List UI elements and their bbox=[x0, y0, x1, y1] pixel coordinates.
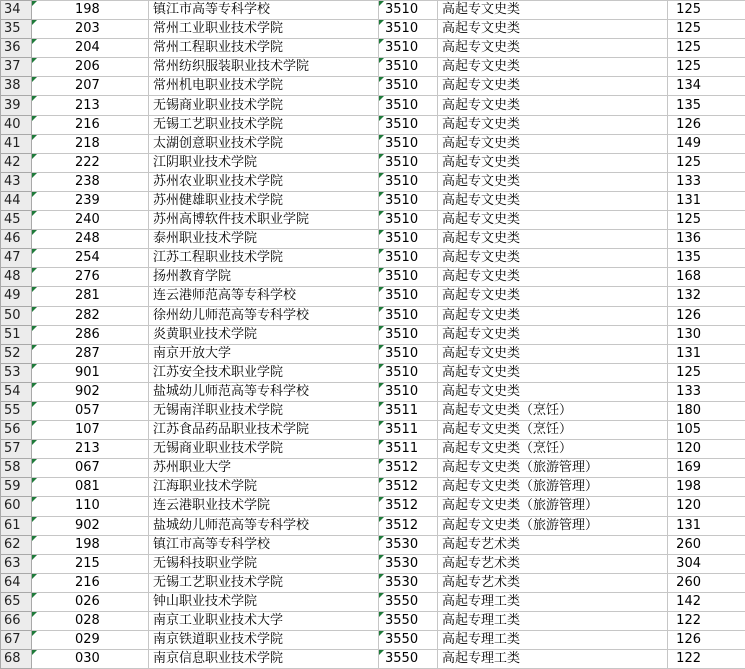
cell-major-type[interactable]: 高起专文史类 bbox=[438, 115, 668, 134]
cell-major-code[interactable]: 3510 bbox=[379, 344, 438, 363]
cell-major-type[interactable]: 高起专文史类 bbox=[438, 96, 668, 115]
cell-major-code[interactable]: 3511 bbox=[379, 421, 438, 440]
cell-major-type[interactable]: 高起专文史类 bbox=[438, 211, 668, 230]
row-header[interactable]: 65 bbox=[1, 592, 32, 611]
cell-major-code[interactable]: 3510 bbox=[379, 96, 438, 115]
cell-min-score[interactable]: 131 bbox=[668, 344, 745, 363]
row-header[interactable]: 68 bbox=[1, 650, 32, 669]
cell-school-name[interactable]: 泰州职业技术学院 bbox=[149, 230, 379, 249]
cell-major-type[interactable]: 高起专文史类 bbox=[438, 20, 668, 39]
cell-major-type[interactable]: 高起专文史类 bbox=[438, 287, 668, 306]
cell-school-code[interactable]: 207 bbox=[32, 77, 149, 96]
cell-school-name[interactable]: 盐城幼儿师范高等专科学校 bbox=[149, 516, 379, 535]
cell-min-score[interactable]: 149 bbox=[668, 134, 745, 153]
cell-major-code[interactable]: 3550 bbox=[379, 612, 438, 631]
cell-major-type[interactable]: 高起专文史类 bbox=[438, 363, 668, 382]
row-header[interactable]: 55 bbox=[1, 401, 32, 420]
cell-school-code[interactable]: 213 bbox=[32, 440, 149, 459]
cell-school-code[interactable]: 282 bbox=[32, 306, 149, 325]
table-row bbox=[1, 77, 745, 96]
cell-school-name[interactable]: 盐城幼儿师范高等专科学校 bbox=[149, 382, 379, 401]
table-row bbox=[1, 592, 745, 611]
cell-min-score[interactable]: 260 bbox=[668, 535, 745, 554]
cell-major-type[interactable]: 高起专文史类（烹饪） bbox=[438, 440, 668, 459]
cell-school-code[interactable]: 081 bbox=[32, 478, 149, 497]
table-row bbox=[1, 268, 745, 287]
cell-school-code[interactable]: 239 bbox=[32, 191, 149, 210]
cell-major-type[interactable]: 高起专文史类 bbox=[438, 191, 668, 210]
cell-major-code[interactable]: 3510 bbox=[379, 363, 438, 382]
cell-school-name[interactable]: 南京铁道职业技术学院 bbox=[149, 631, 379, 650]
cell-min-score[interactable]: 120 bbox=[668, 440, 745, 459]
row-header[interactable]: 56 bbox=[1, 421, 32, 440]
cell-school-code[interactable]: 026 bbox=[32, 592, 149, 611]
row-header[interactable]: 37 bbox=[1, 58, 32, 77]
cell-major-type[interactable]: 高起专文史类 bbox=[438, 325, 668, 344]
cell-min-score[interactable]: 136 bbox=[668, 230, 745, 249]
cell-major-type[interactable]: 高起专文史类 bbox=[438, 134, 668, 153]
row-header[interactable]: 41 bbox=[1, 134, 32, 153]
cell-school-code[interactable]: 902 bbox=[32, 382, 149, 401]
cell-min-score[interactable]: 131 bbox=[668, 191, 745, 210]
cell-school-name[interactable]: 常州机电职业技术学院 bbox=[149, 77, 379, 96]
cell-school-code[interactable]: 248 bbox=[32, 230, 149, 249]
cell-school-code[interactable]: 107 bbox=[32, 421, 149, 440]
cell-major-code[interactable]: 3510 bbox=[379, 211, 438, 230]
cell-school-code[interactable]: 901 bbox=[32, 363, 149, 382]
table-row bbox=[1, 401, 745, 420]
cell-major-code[interactable]: 3550 bbox=[379, 631, 438, 650]
cell-min-score[interactable]: 126 bbox=[668, 306, 745, 325]
cell-school-code[interactable]: 028 bbox=[32, 612, 149, 631]
cell-major-code[interactable]: 3510 bbox=[379, 230, 438, 249]
table-row bbox=[1, 96, 745, 115]
table-row bbox=[1, 497, 745, 516]
cell-school-name[interactable]: 连云港职业技术学院 bbox=[149, 497, 379, 516]
cell-major-type[interactable]: 高起专艺术类 bbox=[438, 554, 668, 573]
cell-major-code[interactable]: 3510 bbox=[379, 1, 438, 20]
cell-major-code[interactable]: 3510 bbox=[379, 249, 438, 268]
cell-major-code[interactable]: 3512 bbox=[379, 497, 438, 516]
cell-min-score[interactable]: 132 bbox=[668, 287, 745, 306]
cell-major-type[interactable]: 高起专艺术类 bbox=[438, 573, 668, 592]
table-row bbox=[1, 421, 745, 440]
cell-min-score[interactable]: 135 bbox=[668, 96, 745, 115]
row-header[interactable]: 63 bbox=[1, 554, 32, 573]
cell-school-name[interactable]: 江阴职业技术学院 bbox=[149, 153, 379, 172]
cell-school-name[interactable]: 常州纺织服装职业技术学院 bbox=[149, 58, 379, 77]
cell-major-type[interactable]: 高起专文史类 bbox=[438, 344, 668, 363]
cell-school-name[interactable]: 钟山职业技术学院 bbox=[149, 592, 379, 611]
table-row bbox=[1, 631, 745, 650]
cell-major-code[interactable]: 3512 bbox=[379, 516, 438, 535]
cell-major-code[interactable]: 3510 bbox=[379, 115, 438, 134]
row-header[interactable]: 64 bbox=[1, 573, 32, 592]
cell-major-type[interactable]: 高起专文史类 bbox=[438, 306, 668, 325]
cell-school-name[interactable]: 江苏工程职业技术学院 bbox=[149, 249, 379, 268]
cell-min-score[interactable]: 125 bbox=[668, 20, 745, 39]
table-row bbox=[1, 211, 745, 230]
cell-school-name[interactable]: 南京工业职业技术大学 bbox=[149, 612, 379, 631]
cell-major-type[interactable]: 高起专文史类 bbox=[438, 172, 668, 191]
cell-school-name[interactable]: 镇江市高等专科学校 bbox=[149, 535, 379, 554]
cell-major-code[interactable]: 3550 bbox=[379, 650, 438, 669]
cell-school-code[interactable]: 057 bbox=[32, 401, 149, 420]
table-row bbox=[1, 39, 745, 58]
table-row bbox=[1, 58, 745, 77]
cell-major-type[interactable]: 高起专文史类（烹饪） bbox=[438, 421, 668, 440]
cell-major-code[interactable]: 3510 bbox=[379, 172, 438, 191]
cell-major-code[interactable]: 3510 bbox=[379, 20, 438, 39]
cell-school-code[interactable]: 067 bbox=[32, 459, 149, 478]
table-body bbox=[1, 1, 745, 669]
cell-major-type[interactable]: 高起专文史类（旅游管理） bbox=[438, 516, 668, 535]
cell-major-code[interactable]: 3511 bbox=[379, 401, 438, 420]
cell-school-code[interactable]: 281 bbox=[32, 287, 149, 306]
cell-major-type[interactable]: 高起专文史类 bbox=[438, 58, 668, 77]
table-row bbox=[1, 153, 745, 172]
cell-major-code[interactable]: 3510 bbox=[379, 58, 438, 77]
cell-major-type[interactable]: 高起专文史类（烹饪） bbox=[438, 401, 668, 420]
table-row bbox=[1, 650, 745, 669]
row-header[interactable]: 60 bbox=[1, 497, 32, 516]
cell-min-score[interactable]: 125 bbox=[668, 1, 745, 20]
cell-min-score[interactable]: 122 bbox=[668, 612, 745, 631]
cell-min-score[interactable]: 125 bbox=[668, 363, 745, 382]
row-header[interactable]: 45 bbox=[1, 211, 32, 230]
row-header[interactable]: 46 bbox=[1, 230, 32, 249]
cell-school-name[interactable]: 南京开放大学 bbox=[149, 344, 379, 363]
cell-major-code[interactable]: 3510 bbox=[379, 382, 438, 401]
cell-min-score[interactable]: 125 bbox=[668, 153, 745, 172]
table-row bbox=[1, 554, 745, 573]
cell-min-score[interactable]: 135 bbox=[668, 249, 745, 268]
table-row bbox=[1, 1, 745, 20]
cell-school-code[interactable]: 198 bbox=[32, 1, 149, 20]
row-header[interactable]: 38 bbox=[1, 77, 32, 96]
cell-school-code[interactable]: 216 bbox=[32, 573, 149, 592]
row-header[interactable]: 42 bbox=[1, 153, 32, 172]
cell-school-code[interactable]: 030 bbox=[32, 650, 149, 669]
table-row bbox=[1, 535, 745, 554]
row-header[interactable]: 49 bbox=[1, 287, 32, 306]
cell-school-name[interactable]: 江苏安全技术职业学院 bbox=[149, 363, 379, 382]
cell-major-type[interactable]: 高起专文史类 bbox=[438, 77, 668, 96]
table-row bbox=[1, 20, 745, 39]
cell-school-name[interactable]: 无锡商业职业技术学院 bbox=[149, 96, 379, 115]
cell-min-score[interactable]: 125 bbox=[668, 58, 745, 77]
cell-min-score[interactable]: 169 bbox=[668, 459, 745, 478]
cell-major-type[interactable]: 高起专文史类 bbox=[438, 153, 668, 172]
cell-school-name[interactable]: 无锡商业职业技术学院 bbox=[149, 440, 379, 459]
cell-major-type[interactable]: 高起专艺术类 bbox=[438, 535, 668, 554]
cell-min-score[interactable]: 133 bbox=[668, 382, 745, 401]
cell-school-name[interactable]: 扬州教育学院 bbox=[149, 268, 379, 287]
cell-major-type[interactable]: 高起专文史类 bbox=[438, 382, 668, 401]
row-header[interactable]: 58 bbox=[1, 459, 32, 478]
cell-school-code[interactable]: 216 bbox=[32, 115, 149, 134]
cell-school-code[interactable]: 238 bbox=[32, 172, 149, 191]
table-row bbox=[1, 230, 745, 249]
cell-major-type[interactable]: 高起专理工类 bbox=[438, 612, 668, 631]
cell-school-code[interactable]: 286 bbox=[32, 325, 149, 344]
cell-school-name[interactable]: 无锡工艺职业技术学院 bbox=[149, 115, 379, 134]
row-header[interactable]: 50 bbox=[1, 306, 32, 325]
cell-major-code[interactable]: 3510 bbox=[379, 77, 438, 96]
cell-school-code[interactable]: 213 bbox=[32, 96, 149, 115]
row-header[interactable]: 44 bbox=[1, 191, 32, 210]
row-header[interactable]: 51 bbox=[1, 325, 32, 344]
cell-major-type[interactable]: 高起专理工类 bbox=[438, 592, 668, 611]
cell-major-type[interactable]: 高起专文史类（旅游管理） bbox=[438, 497, 668, 516]
cell-major-code[interactable]: 3511 bbox=[379, 440, 438, 459]
cell-min-score[interactable]: 198 bbox=[668, 478, 745, 497]
cell-school-code[interactable]: 029 bbox=[32, 631, 149, 650]
cell-major-code[interactable]: 3510 bbox=[379, 191, 438, 210]
cell-min-score[interactable]: 125 bbox=[668, 211, 745, 230]
cell-major-code[interactable]: 3510 bbox=[379, 268, 438, 287]
cell-school-name[interactable]: 苏州高博软件技术职业学院 bbox=[149, 211, 379, 230]
cell-major-code[interactable]: 3530 bbox=[379, 554, 438, 573]
table-row bbox=[1, 172, 745, 191]
cell-min-score[interactable]: 120 bbox=[668, 497, 745, 516]
table-row bbox=[1, 516, 745, 535]
row-header[interactable]: 66 bbox=[1, 612, 32, 631]
row-header[interactable]: 61 bbox=[1, 516, 32, 535]
cell-major-type[interactable]: 高起专文史类 bbox=[438, 230, 668, 249]
row-header[interactable]: 39 bbox=[1, 96, 32, 115]
cell-min-score[interactable]: 168 bbox=[668, 268, 745, 287]
cell-school-name[interactable]: 无锡南洋职业技术学院 bbox=[149, 401, 379, 420]
row-header[interactable]: 43 bbox=[1, 172, 32, 191]
cell-min-score[interactable]: 180 bbox=[668, 401, 745, 420]
cell-min-score[interactable]: 122 bbox=[668, 650, 745, 669]
row-header[interactable]: 53 bbox=[1, 363, 32, 382]
cell-school-name[interactable]: 苏州职业大学 bbox=[149, 459, 379, 478]
table-row bbox=[1, 459, 745, 478]
cell-school-code[interactable]: 287 bbox=[32, 344, 149, 363]
row-header[interactable]: 57 bbox=[1, 440, 32, 459]
cell-school-code[interactable]: 198 bbox=[32, 535, 149, 554]
cell-min-score[interactable]: 126 bbox=[668, 631, 745, 650]
cell-major-type[interactable]: 高起专文史类（旅游管理） bbox=[438, 459, 668, 478]
row-header[interactable]: 54 bbox=[1, 382, 32, 401]
table-row bbox=[1, 191, 745, 210]
row-header[interactable]: 36 bbox=[1, 39, 32, 58]
cell-major-type[interactable]: 高起专理工类 bbox=[438, 631, 668, 650]
cell-major-code[interactable]: 3510 bbox=[379, 153, 438, 172]
cell-major-code[interactable]: 3550 bbox=[379, 592, 438, 611]
table-row bbox=[1, 382, 745, 401]
cell-school-code[interactable]: 110 bbox=[32, 497, 149, 516]
table-row bbox=[1, 440, 745, 459]
cell-major-type[interactable]: 高起专理工类 bbox=[438, 650, 668, 669]
table-row bbox=[1, 306, 745, 325]
cell-min-score[interactable]: 105 bbox=[668, 421, 745, 440]
table-row bbox=[1, 573, 745, 592]
cell-school-code[interactable]: 218 bbox=[32, 134, 149, 153]
cell-major-type[interactable]: 高起专文史类 bbox=[438, 39, 668, 58]
cell-school-name[interactable]: 江海职业技术学院 bbox=[149, 478, 379, 497]
cell-min-score[interactable]: 130 bbox=[668, 325, 745, 344]
cell-school-name[interactable]: 苏州农业职业技术学院 bbox=[149, 172, 379, 191]
cell-school-code[interactable]: 902 bbox=[32, 516, 149, 535]
cell-major-type[interactable]: 高起专文史类 bbox=[438, 268, 668, 287]
cell-major-type[interactable]: 高起专文史类（旅游管理） bbox=[438, 478, 668, 497]
row-header[interactable]: 59 bbox=[1, 478, 32, 497]
cell-school-name[interactable]: 太湖创意职业技术学院 bbox=[149, 134, 379, 153]
cell-major-type[interactable]: 高起专文史类 bbox=[438, 1, 668, 20]
cell-school-name[interactable]: 南京信息职业技术学院 bbox=[149, 650, 379, 669]
cell-major-code[interactable]: 3510 bbox=[379, 325, 438, 344]
cell-school-code[interactable]: 276 bbox=[32, 268, 149, 287]
table-row bbox=[1, 363, 745, 382]
cell-school-name[interactable]: 无锡工艺职业技术学院 bbox=[149, 573, 379, 592]
cell-major-code[interactable]: 3510 bbox=[379, 39, 438, 58]
table-row bbox=[1, 325, 745, 344]
cell-school-code[interactable]: 240 bbox=[32, 211, 149, 230]
cell-min-score[interactable]: 304 bbox=[668, 554, 745, 573]
cell-school-name[interactable]: 无锡科技职业学院 bbox=[149, 554, 379, 573]
cell-min-score[interactable]: 142 bbox=[668, 592, 745, 611]
cell-school-code[interactable]: 204 bbox=[32, 39, 149, 58]
row-header[interactable]: 62 bbox=[1, 535, 32, 554]
cell-min-score[interactable]: 125 bbox=[668, 39, 745, 58]
cell-major-code[interactable]: 3512 bbox=[379, 478, 438, 497]
cell-major-code[interactable]: 3510 bbox=[379, 287, 438, 306]
cell-school-code[interactable]: 203 bbox=[32, 20, 149, 39]
row-header[interactable]: 67 bbox=[1, 631, 32, 650]
cell-school-code[interactable]: 206 bbox=[32, 58, 149, 77]
table-row bbox=[1, 134, 745, 153]
table-row bbox=[1, 612, 745, 631]
cell-school-name[interactable]: 常州工业职业技术学院 bbox=[149, 20, 379, 39]
row-header[interactable]: 52 bbox=[1, 344, 32, 363]
cell-major-code[interactable]: 3530 bbox=[379, 535, 438, 554]
table-row bbox=[1, 478, 745, 497]
row-header[interactable]: 48 bbox=[1, 268, 32, 287]
cell-school-name[interactable]: 连云港师范高等专科学校 bbox=[149, 287, 379, 306]
cell-min-score[interactable]: 126 bbox=[668, 115, 745, 134]
table-row bbox=[1, 115, 745, 134]
cell-school-name[interactable]: 炎黄职业技术学院 bbox=[149, 325, 379, 344]
row-header[interactable]: 34 bbox=[1, 1, 32, 20]
cell-school-code[interactable]: 254 bbox=[32, 249, 149, 268]
cell-school-code[interactable]: 222 bbox=[32, 153, 149, 172]
cell-major-type[interactable]: 高起专文史类 bbox=[438, 249, 668, 268]
row-header[interactable]: 35 bbox=[1, 20, 32, 39]
cell-major-code[interactable]: 3510 bbox=[379, 134, 438, 153]
table-row bbox=[1, 344, 745, 363]
cell-min-score[interactable]: 131 bbox=[668, 516, 745, 535]
cell-school-code[interactable]: 215 bbox=[32, 554, 149, 573]
table-row bbox=[1, 249, 745, 268]
row-header[interactable]: 40 bbox=[1, 115, 32, 134]
cell-school-name[interactable]: 徐州幼儿师范高等专科学校 bbox=[149, 306, 379, 325]
cell-school-name[interactable]: 江苏食品药品职业技术学院 bbox=[149, 421, 379, 440]
cell-major-code[interactable]: 3510 bbox=[379, 306, 438, 325]
cell-major-code[interactable]: 3512 bbox=[379, 459, 438, 478]
table-row bbox=[1, 287, 745, 306]
row-header[interactable]: 47 bbox=[1, 249, 32, 268]
cell-school-name[interactable]: 常州工程职业技术学院 bbox=[149, 39, 379, 58]
cell-min-score[interactable]: 260 bbox=[668, 573, 745, 592]
cell-school-name[interactable]: 苏州健雄职业技术学院 bbox=[149, 191, 379, 210]
cell-min-score[interactable]: 134 bbox=[668, 77, 745, 96]
cell-major-code[interactable]: 3530 bbox=[379, 573, 438, 592]
cell-school-name[interactable]: 镇江市高等专科学校 bbox=[149, 1, 379, 20]
cell-min-score[interactable]: 133 bbox=[668, 172, 745, 191]
